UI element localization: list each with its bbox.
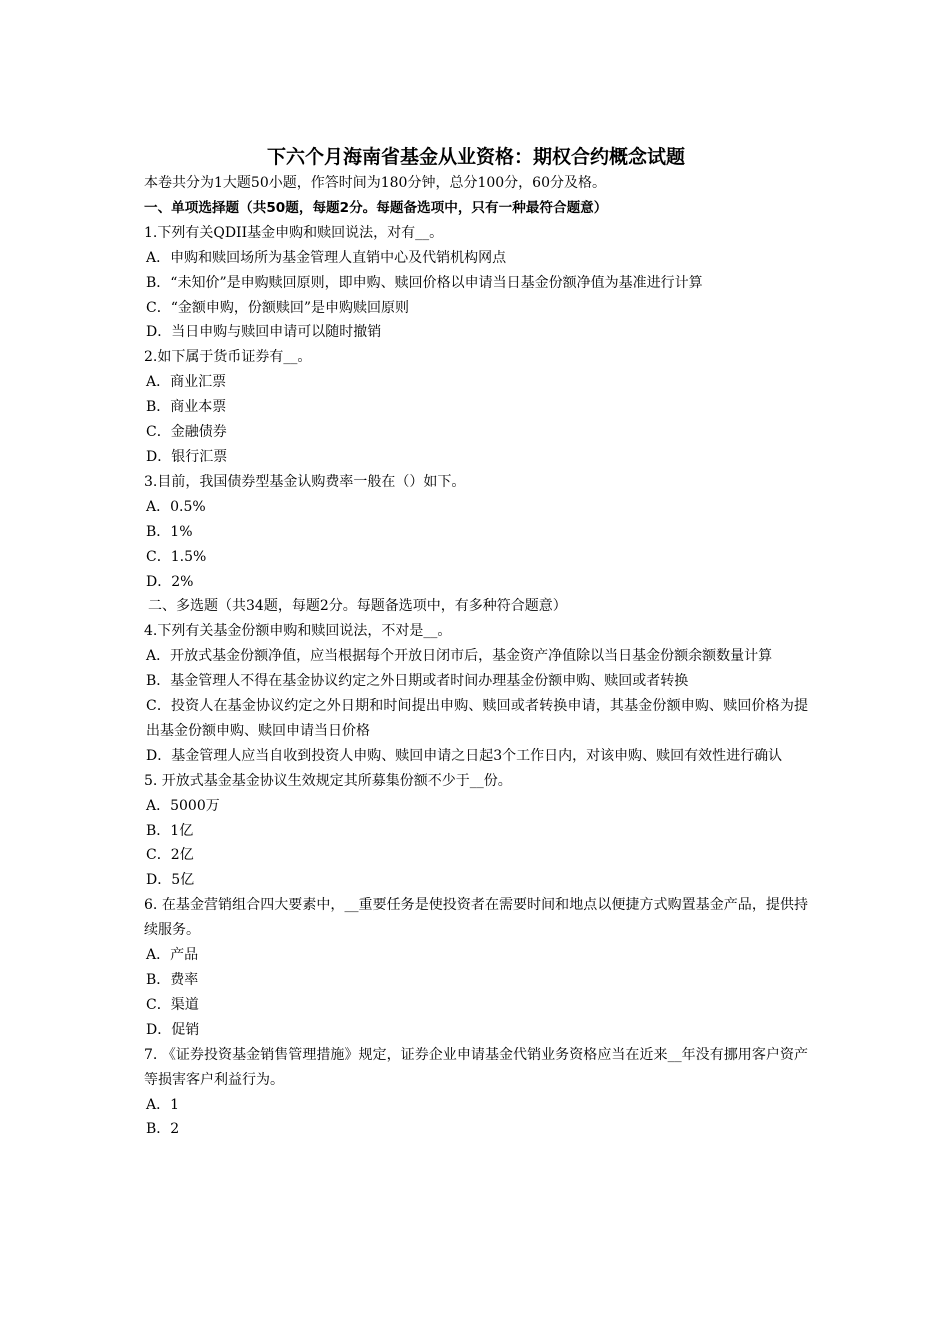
- answer-option: D．5亿: [146, 872, 195, 889]
- question-stem: 5. 开放式基金基金协议生效规定其所募集份额不少于__份。: [144, 772, 512, 789]
- section-heading-single-choice: 一、单项选择题（共50题，每题2分。每题备选项中，只有一种最符合题意）: [144, 199, 608, 216]
- answer-option: A．1: [146, 1096, 180, 1113]
- answer-option: D．促销: [146, 1021, 200, 1038]
- answer-option: C．投资人在基金协议约定之外日期和时间提出申购、赎回或者转换申请，其基金份额申购、赎回价格为提出基金份额申购、赎回申请当日价格: [146, 698, 808, 739]
- answer-option: B．2: [146, 1121, 180, 1138]
- question-stem: 6. 在基金营销组合四大要素中，__重要任务是使投资者在需要时间和地点以便捷方式购置基金产品，提供持续服务。: [144, 897, 808, 939]
- answer-option: A．申购和赎回场所为基金管理人直销中心及代销机构网点: [146, 249, 507, 266]
- question-stem: 7. 《证券投资基金销售管理措施》规定，证券企业申请基金代销业务资格应当在近来__年没有挪用客户资产等损害客户利益行为。: [144, 1046, 808, 1088]
- exam-intro: 本卷共分为1大题50小题，作答时间为180分钟，总分100分，60分及格。: [144, 175, 606, 191]
- question-stem: 2.如下属于货币证券有__。: [144, 349, 312, 366]
- answer-option: A．0.5%: [146, 498, 206, 515]
- question-stem: 1.下列有关QDII基金申购和赎回说法，对有__。: [144, 224, 444, 241]
- document-title: 下六个月海南省基金从业资格：期权合约概念试题: [266, 146, 685, 168]
- answer-option: C．2亿: [146, 847, 194, 864]
- document-page: [144, 143, 808, 1142]
- answer-option: C．金融债券: [146, 424, 227, 441]
- answer-option: B．1%: [146, 523, 193, 540]
- answer-option: D．基金管理人应当自收到投资人申购、赎回申请之日起3个工作日内，对该申购、赎回有效性进行确认: [146, 747, 783, 764]
- answer-option: A．5000万: [146, 797, 220, 814]
- answer-option: D．银行汇票: [146, 448, 228, 465]
- answer-option: C．渠道: [146, 996, 199, 1013]
- answer-option: B．费率: [146, 972, 199, 988]
- answer-option: B．1亿: [146, 822, 194, 839]
- answer-option: A．产品: [146, 947, 199, 964]
- section-heading-multiple-choice: 二、多选题（共34题，每题2分。每题备选项中，有多种符合题意）: [148, 598, 567, 615]
- answer-option: B．基金管理人不得在基金协议约定之外日期或者时间办理基金份额申购、赎回或者转换: [146, 673, 689, 690]
- question-stem: 4.下列有关基金份额申购和赎回说法，不对是__。: [144, 623, 452, 640]
- answer-option: D．当日申购与赎回申请可以随时撤销: [146, 324, 382, 341]
- answer-option: C．“金额申购，份额赎回”是申购赎回原则: [146, 299, 410, 316]
- answer-option: B．“未知价”是申购赎回原则，即申购、赎回价格以申请当日基金份额净值为基准进行计算: [146, 274, 703, 291]
- answer-option: A．商业汇票: [146, 374, 227, 391]
- answer-option: D．2%: [146, 573, 194, 590]
- answer-option: B．商业本票: [146, 399, 227, 416]
- answer-option: C．1.5%: [146, 548, 207, 565]
- question-stem: 3.目前，我国债券型基金认购费率一般在（）如下。: [144, 473, 466, 490]
- answer-option: A．开放式基金份额净值，应当根据每个开放日闭市后，基金资产净值除以当日基金份额余额数量计算: [146, 648, 773, 665]
